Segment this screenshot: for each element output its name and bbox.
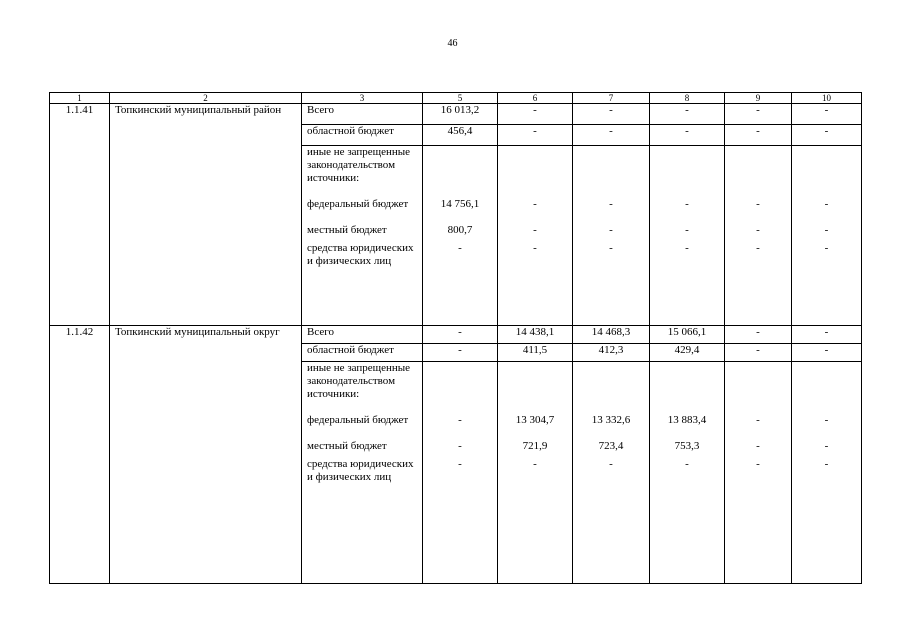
value-cell: - xyxy=(792,344,862,362)
federal-budget-value: - xyxy=(609,198,613,210)
local-budget-value: - xyxy=(609,224,613,236)
row-number: 1.1.41 xyxy=(50,104,110,326)
budget-table xyxy=(49,92,862,584)
local-budget-value: - xyxy=(824,224,829,236)
local-budget-value: 800,7 xyxy=(447,224,473,236)
value-cell: - xyxy=(725,104,792,125)
legal-entities-value: - xyxy=(685,458,689,470)
value-cell: - xyxy=(573,104,650,125)
legal-entities-value: - xyxy=(685,242,689,254)
header-row xyxy=(50,93,862,104)
local-budget-value: 753,3 xyxy=(674,440,700,452)
header-cell: 10 xyxy=(792,93,862,104)
local-budget-value: - xyxy=(824,440,829,452)
header-cell: 9 xyxy=(725,93,792,104)
total-row xyxy=(50,326,862,344)
header-cell: 5 xyxy=(423,93,498,104)
value-cell: 412,3 xyxy=(573,344,650,362)
federal-budget-value: 13 332,6 xyxy=(591,414,631,426)
local-budget-value: - xyxy=(756,224,760,236)
value-cell: - xyxy=(498,104,573,125)
value-cell xyxy=(423,362,498,584)
spacer xyxy=(730,146,786,198)
source-label: Всего xyxy=(302,326,423,344)
other-sources-label: иные не запрещенные законодательством источники: xyxy=(307,362,411,400)
header-cell: 8 xyxy=(650,93,725,104)
local-budget-label: местный бюджет xyxy=(307,224,387,236)
value-cell xyxy=(725,362,792,584)
federal-budget-value: - xyxy=(756,198,760,210)
value-cell: - xyxy=(650,125,725,146)
value-cell: 456,4 xyxy=(423,125,498,146)
federal-budget-value: - xyxy=(685,198,689,210)
spacer xyxy=(797,146,856,198)
value-cell: 429,4 xyxy=(650,344,725,362)
federal-budget-value: 13 883,4 xyxy=(667,414,707,426)
value-cell xyxy=(498,146,573,326)
spacer xyxy=(578,146,644,198)
federal-budget-label: федеральный бюджет xyxy=(307,414,409,426)
value-cell xyxy=(650,362,725,584)
spacer xyxy=(578,362,644,414)
source-label: Всего xyxy=(302,104,423,125)
legal-entities-label: средства юридических и физических лиц xyxy=(307,242,414,267)
value-cell xyxy=(573,362,650,584)
legal-entities-value: - xyxy=(824,458,829,470)
local-budget-value: - xyxy=(685,224,689,236)
header-cell: 3 xyxy=(302,93,423,104)
legal-entities-label: средства юридических и физических лиц xyxy=(307,458,414,483)
value-cell: - xyxy=(725,344,792,362)
value-cell: - xyxy=(650,104,725,125)
value-cell: - xyxy=(792,326,862,344)
value-cell: - xyxy=(725,326,792,344)
other-sources-label: иные не запрещенные законодательством источники: xyxy=(307,146,411,184)
local-budget-value: 721,9 xyxy=(522,440,548,452)
federal-budget-value: - xyxy=(533,198,537,210)
value-cell xyxy=(423,146,498,326)
legal-entities-value: - xyxy=(533,242,537,254)
other-sources-cell xyxy=(302,146,423,326)
header-cell: 7 xyxy=(573,93,650,104)
spacer xyxy=(503,146,567,198)
value-cell: - xyxy=(423,326,498,344)
federal-budget-label: федеральный бюджет xyxy=(307,198,409,210)
municipality-name: Топкинский муниципальный район xyxy=(110,104,302,326)
value-cell: - xyxy=(725,125,792,146)
legal-entities-value: - xyxy=(609,242,613,254)
spacer xyxy=(655,146,719,198)
value-cell xyxy=(573,146,650,326)
value-cell: - xyxy=(498,125,573,146)
spacer xyxy=(428,146,492,198)
federal-budget-value: 13 304,7 xyxy=(515,414,555,426)
value-cell: 14 438,1 xyxy=(498,326,573,344)
federal-budget-value: - xyxy=(458,414,462,426)
value-cell: 411,5 xyxy=(498,344,573,362)
source-label: областной бюджет xyxy=(302,125,423,146)
spacer xyxy=(655,362,719,414)
total-row xyxy=(50,104,862,125)
legal-entities-value: - xyxy=(458,458,462,470)
spacer xyxy=(730,362,786,414)
value-cell: - xyxy=(423,344,498,362)
local-budget-value: - xyxy=(458,440,462,452)
legal-entities-value: - xyxy=(756,458,760,470)
value-cell xyxy=(650,146,725,326)
header-cell: 6 xyxy=(498,93,573,104)
header-cell: 2 xyxy=(110,93,302,104)
value-cell: - xyxy=(792,125,862,146)
spacer xyxy=(797,362,856,414)
value-cell: - xyxy=(573,125,650,146)
source-label: областной бюджет xyxy=(302,344,423,362)
legal-entities-value: - xyxy=(533,458,537,470)
federal-budget-value: - xyxy=(756,414,760,426)
federal-budget-value: 14 756,1 xyxy=(440,198,480,210)
value-cell: 16 013,2 xyxy=(423,104,498,125)
legal-entities-value: - xyxy=(824,242,829,254)
other-sources-cell xyxy=(302,362,423,584)
header-cell: 1 xyxy=(50,93,110,104)
local-budget-label: местный бюджет xyxy=(307,440,387,452)
legal-entities-value: - xyxy=(609,458,613,470)
row-number: 1.1.42 xyxy=(50,326,110,584)
legal-entities-value: - xyxy=(756,242,760,254)
spacer xyxy=(428,362,492,414)
value-cell: 14 468,3 xyxy=(573,326,650,344)
value-cell xyxy=(725,146,792,326)
spacer xyxy=(503,362,567,414)
local-budget-value: - xyxy=(756,440,760,452)
federal-budget-value: - xyxy=(824,198,829,210)
local-budget-value: - xyxy=(533,224,537,236)
page-number: 46 xyxy=(447,38,458,49)
legal-entities-value: - xyxy=(458,242,462,254)
value-cell: - xyxy=(792,104,862,125)
federal-budget-value: - xyxy=(824,414,829,426)
value-cell: 15 066,1 xyxy=(650,326,725,344)
value-cell xyxy=(792,362,862,584)
value-cell xyxy=(792,146,862,326)
value-cell xyxy=(498,362,573,584)
municipality-name: Топкинский муниципальный округ xyxy=(110,326,302,584)
local-budget-value: 723,4 xyxy=(598,440,624,452)
